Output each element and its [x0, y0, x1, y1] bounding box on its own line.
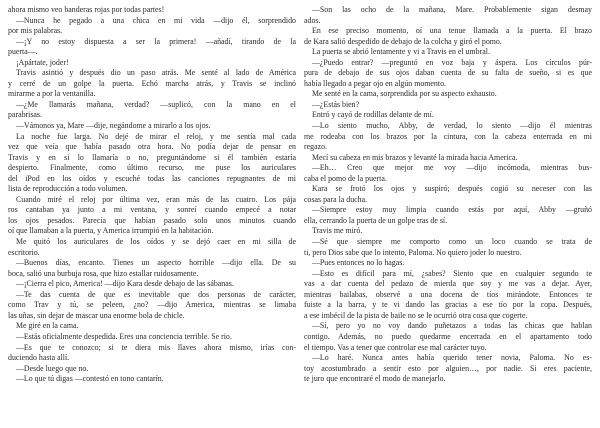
text-line: puerta—. — [8, 47, 38, 57]
text-line: —¡Y no estoy dispuesta a ser la primera! —añadí, tirando de la — [16, 36, 296, 46]
text-line: como Trav y tú, se peleen, ¿no? —dijo America, mientras se limaba — [8, 300, 296, 310]
text-line: ros cantaban ya junto a mi ventana, y sonreí cuando empecé a notar — [8, 205, 296, 215]
text-line: —Vámonos ya, Mare —dije, negándome a mirarlo a los ojos. — [16, 121, 211, 131]
text-line: mirarme a por la ventanilla. — [8, 89, 96, 99]
text-line: Me giré en la cama. — [16, 321, 79, 331]
text-line: las uñas, sin dejar de mascar una enorme bola de chicle. — [8, 310, 185, 320]
text-line: fuiste a la barra, y te vi dando las gracias a ese tío por la copa. Después, — [304, 300, 592, 310]
text-line: ti, pero Dios sabe que lo intento, Paloma. No quiero joder lo nuestro. — [304, 247, 522, 257]
text-line: parabrisas. — [8, 110, 42, 120]
text-line: y cerré de un golpe la puerta. Echó marcha atrás, y Travis se inclinó — [8, 78, 296, 88]
text-line: —Buenos días, encanto. Tienes un aspecto horrible —dijo ella. De su — [16, 258, 296, 268]
text-line: Travis y en si lo llamaría o no, preguntándome si él también estaría — [8, 152, 296, 162]
text-line: toy acostumbrado a sentir esto por alguien…, por nadie. Si eres paciente, — [304, 363, 592, 373]
text-line: —Estás oficialmente despedida. Eres una conciencia terrible. Se rio. — [16, 331, 232, 341]
text-line: duciendo hasta allí. — [8, 353, 70, 363]
text-line: regazo. — [304, 142, 327, 152]
left-page — [8, 5, 296, 428]
text-line: —¿Estás bien? — [312, 99, 360, 109]
text-line: La puerta se abrió lentamente y vi a Travis en el umbral. — [312, 47, 490, 57]
text-line: —Te das cuenta de que es inevitable que dos personas de carácter, — [16, 289, 296, 299]
text-line: Me quitó los auriculares de los oídos y se dejó caer en mi silla de — [16, 237, 296, 247]
text-line: —Lo haré. Nunca antes había querido tener novia, Paloma. No es- — [312, 353, 592, 363]
text-line: oí que llamaban a la puerta, y America irrumpió en la habitación. — [8, 226, 214, 236]
text-line: —Lo siento mucho, Abby, de verdad, lo siento —dijo él mientras — [312, 121, 592, 131]
text-line: Travis asintió y después dio un paso atrás. Me senté al lado de América — [16, 68, 296, 78]
right-page — [304, 5, 592, 428]
text-line: ella, cerrando la puerta de un golpe tras de sí. — [304, 215, 448, 225]
text-line: te juro que encontraré el modo de manejarlo. — [304, 374, 446, 384]
text-line: —Son las ocho de la mañana, Mare. Probablemente sigan desmay — [312, 5, 592, 14]
text-line: La noche fue larga. No dejé de mirar el reloj, y me sentía mal cada — [16, 131, 296, 141]
text-line: En ese preciso momento, oí una tenue llamada a la puerta. El brazo — [312, 26, 592, 36]
text-line: Me senté en la cama, sorprendida por su aspecto exhausto. — [312, 89, 497, 99]
text-line: a ese imbécil de la pista de baile no se le ocurrió otra cosa que cogerte. — [304, 310, 528, 320]
text-line: ahora mismo veo banderas rojas por todas partes! — [8, 5, 165, 14]
text-line: por mis palabras. — [8, 26, 63, 36]
text-line: lista de reproducción a todo volumen. — [8, 184, 128, 194]
text-line: Cuando miré el reloj por última vez, eran más de las cuatro. Los pája — [16, 194, 296, 204]
text-line: —Eh… Creo que mejor me voy —dijo incómoda, mientras bus- — [312, 163, 592, 173]
text-line: Entró y cayó de rodillas delante de mí. — [312, 110, 434, 120]
text-line: Kara se frotó los ojos y suspiró; después cogió su neceser con las — [312, 184, 592, 194]
text-line: —Pues entonces no lo hagas. — [312, 258, 405, 268]
text-line: —Sé que siempre me comporto como un loco cuando se trata de — [312, 237, 592, 247]
text-line: boca, salió una burbuja rosa, que hizo estallar ruidosamente. — [8, 268, 199, 278]
text-line: ados. — [304, 15, 321, 25]
text-line: ¡Apártate, joder! — [16, 57, 69, 67]
text-line: —Nunca he pegado a una chica en mi vida —dijo él, sorprendido — [16, 15, 296, 25]
text-line: —¡Cierra el pico, America! —dijo Kara desde debajo de las sábanas. — [16, 279, 234, 289]
text-line: del iPod en los oídos y escuché todas las canciones repugnantes de mi — [8, 173, 296, 183]
text-line: Mecí su cabeza en mis brazos y levanté la mirada hacia America. — [312, 152, 518, 162]
text-line: pura de debajo de sus ojos daban cuenta de su falta de sueño, si es que — [304, 68, 592, 78]
text-line: —Siempre estoy muy limpia cuando estás por aquí, Abby —gruñó — [312, 205, 592, 215]
text-line: caba el pomo de la puerta. — [304, 173, 387, 183]
text-line: —Es que te conozco; si te diera mis llaves ahora mismo, irías con- — [16, 342, 296, 352]
text-line: contigo. Además, no puedo quedarme encerrada en el apartamento todo — [304, 331, 592, 341]
text-line: —Esto es difícil para mí, ¿sabes? Siento que en cualquier segundo te — [312, 268, 592, 278]
text-line: despierto. Finalmente, como último recurso, me puse los auriculares — [8, 163, 296, 173]
text-line: —Sí, pero yo no voy dando puñetazos a todas las chicas que hablan — [312, 321, 592, 331]
text-line: Travis me miró. — [312, 226, 363, 236]
text-line: vas a dar cuenta del pedazo de mierda que soy y me vas a dejar. Ayer, — [304, 279, 592, 289]
text-line: me rodeaba con los brazos por la cintura, con la cabeza enterrada en mi — [304, 131, 592, 141]
text-line: mientras bailabas, observé a una docena de tíos mirándote. Entonces te — [304, 289, 592, 299]
text-line: —Desde luego que no. — [16, 363, 89, 373]
text-line: vez que veía que había pasado otra hora. No podía dejar de pensar en — [8, 142, 296, 152]
text-line: de Kara salió despedido de debajo de la colcha y giró el pomo. — [304, 36, 502, 46]
text-line: —Lo que tú digas —contestó en tono cantarín. — [16, 374, 164, 384]
text-line: había llegado a pegar ojo en algún momento. — [304, 78, 446, 88]
text-line: los ojos pesados. Parecía que habían pasado solo unos minutos cuando — [8, 215, 296, 225]
text-line: cosas para la ducha. — [304, 194, 368, 204]
text-line: escritorio. — [8, 247, 40, 257]
text-line: el tiempo. Vas a tener que controlar ese mal carácter tuyo. — [304, 342, 487, 352]
text-line: —¿Puedo entrar? —preguntó en voz baja y áspera. Los círculos púr- — [312, 57, 592, 67]
text-line: —¿Me llamarás mañana, verdad? —suplicó, con la mano en el — [16, 99, 296, 109]
